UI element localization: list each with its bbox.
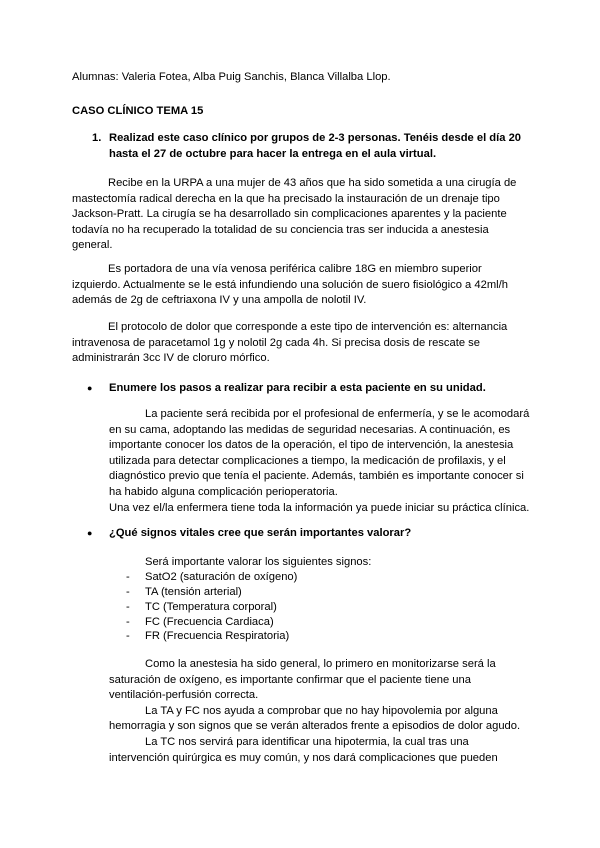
answer-line: hemorragia y son signos que se verán alterados frente a episodios de dolor agudo. xyxy=(109,720,521,733)
answer-line: Como la anestesia ha sido general, lo primero en monitorizarse será la xyxy=(145,658,496,670)
paragraph-line: administrarán 3cc IV de cloruro mórfico. xyxy=(72,352,270,365)
paragraph-line: Es portadora de una vía venosa periférica calibre 18G en miembro superior xyxy=(108,263,482,275)
sign-item: SatO2 (saturación de oxígeno) xyxy=(145,571,298,583)
case-paragraph-2 xyxy=(72,262,508,309)
paragraph-line: El protocolo de dolor que corresponde a este tipo de intervención es: alternancia xyxy=(108,321,508,333)
answer-line: diagnóstico previo que tenía el paciente. Además, también es importante conocer si xyxy=(109,470,524,483)
sign-item: FC (Frecuencia Cardiaca) xyxy=(145,616,274,628)
case-title: CASO CLÍNICO TEMA 15 xyxy=(72,105,204,117)
answer-line: Una vez el/la enfermera tiene toda la información ya puede iniciar su práctica clínica. xyxy=(109,501,530,514)
dash-marker: - xyxy=(126,601,130,613)
dash-marker: - xyxy=(126,571,130,583)
question-2: ¿Qué signos vitales cree que serán importantes valorar? xyxy=(109,527,412,539)
answer-line: utilizada para detectar complicaciones a tiempo, la medicación de profilaxis, y el xyxy=(109,454,506,467)
signs-intro: Será importante valorar los siguientes signos: xyxy=(145,556,372,568)
answer-line: La paciente será recibida por el profesional de enfermería, y se le acomodará xyxy=(145,408,530,420)
answer-line: en su cama, adoptando las medidas de seguridad necesarias. A continuación, es xyxy=(109,423,511,436)
bullet-icon: ● xyxy=(87,383,93,393)
answer-line: saturación de oxígeno, es importante confirmar que el paciente tiene una xyxy=(109,673,471,686)
paragraph-line: izquierdo. Actualmente se le está infundiendo una solución de suero fisiológico a 42ml/h xyxy=(72,278,508,291)
instruction-line: Realizad este caso clínico por grupos de 2-3 personas. Tenéis desde el día 20 xyxy=(109,132,522,144)
answer-line: La TC nos servirá para identificar una hipotermia, la cual tras una xyxy=(145,735,469,748)
instruction-text xyxy=(109,131,521,162)
dash-marker: - xyxy=(126,630,130,642)
answer-line: importante conocer los datos de la operación, el tipo de intervención, la anestesia xyxy=(109,439,514,452)
answer-line: ventilación-perfusión correcta. xyxy=(109,689,259,702)
sign-item: TA (tensión arterial) xyxy=(145,586,242,598)
answer-line: La TA y FC nos ayuda a comprobar que no hay hipovolemia por alguna xyxy=(145,704,498,717)
paragraph-line: intravenosa de paracetamol 1g y nolotil 2g cada 4h. Si precisa dosis de rescate se xyxy=(72,336,480,349)
instruction-line: hasta el 27 de octubre para hacer la entrega en el aula virtual. xyxy=(109,147,437,160)
answer-line: ha habido alguna complicación perioperatoria. xyxy=(109,485,338,498)
answer-line: intervención quirúrgica es muy común, y nos dará complicaciones que pueden xyxy=(109,751,498,764)
answer-1 xyxy=(109,407,529,516)
instruction-number: 1. xyxy=(92,132,102,144)
answer-2 xyxy=(109,657,520,766)
paragraph-line: Recibe en la URPA a una mujer de 43 años que ha sido sometida a una cirugía de xyxy=(108,177,517,189)
question-1: Enumere los pasos a realizar para recibir a esta paciente en su unidad. xyxy=(109,382,486,394)
dash-marker: - xyxy=(126,616,130,628)
students-line: Alumnas: Valeria Fotea, Alba Puig Sanchis, Blanca Villalba Llop. xyxy=(72,71,391,83)
case-paragraph-1 xyxy=(72,176,516,254)
sign-item: FR (Frecuencia Respiratoria) xyxy=(145,630,290,642)
paragraph-line: todavía no ha recuperado la totalidad de su conciencia tras ser inducida a anestesia xyxy=(72,223,489,236)
case-paragraph-3 xyxy=(72,320,507,367)
paragraph-line: mastectomía radical derecha en la que ha precisado la instauración de un drenaje tipo xyxy=(72,192,500,205)
paragraph-line: además de 2g de ceftriaxona IV y una ampolla de nolotil IV. xyxy=(72,294,367,307)
paragraph-line: Jackson-Pratt. La cirugía se ha desarrollado sin complicaciones aparentes y la paciente xyxy=(72,208,507,221)
bullet-icon: ● xyxy=(87,528,93,538)
sign-item: TC (Temperatura corporal) xyxy=(145,601,277,613)
paragraph-line: general. xyxy=(72,239,113,252)
dash-marker: - xyxy=(126,586,130,598)
